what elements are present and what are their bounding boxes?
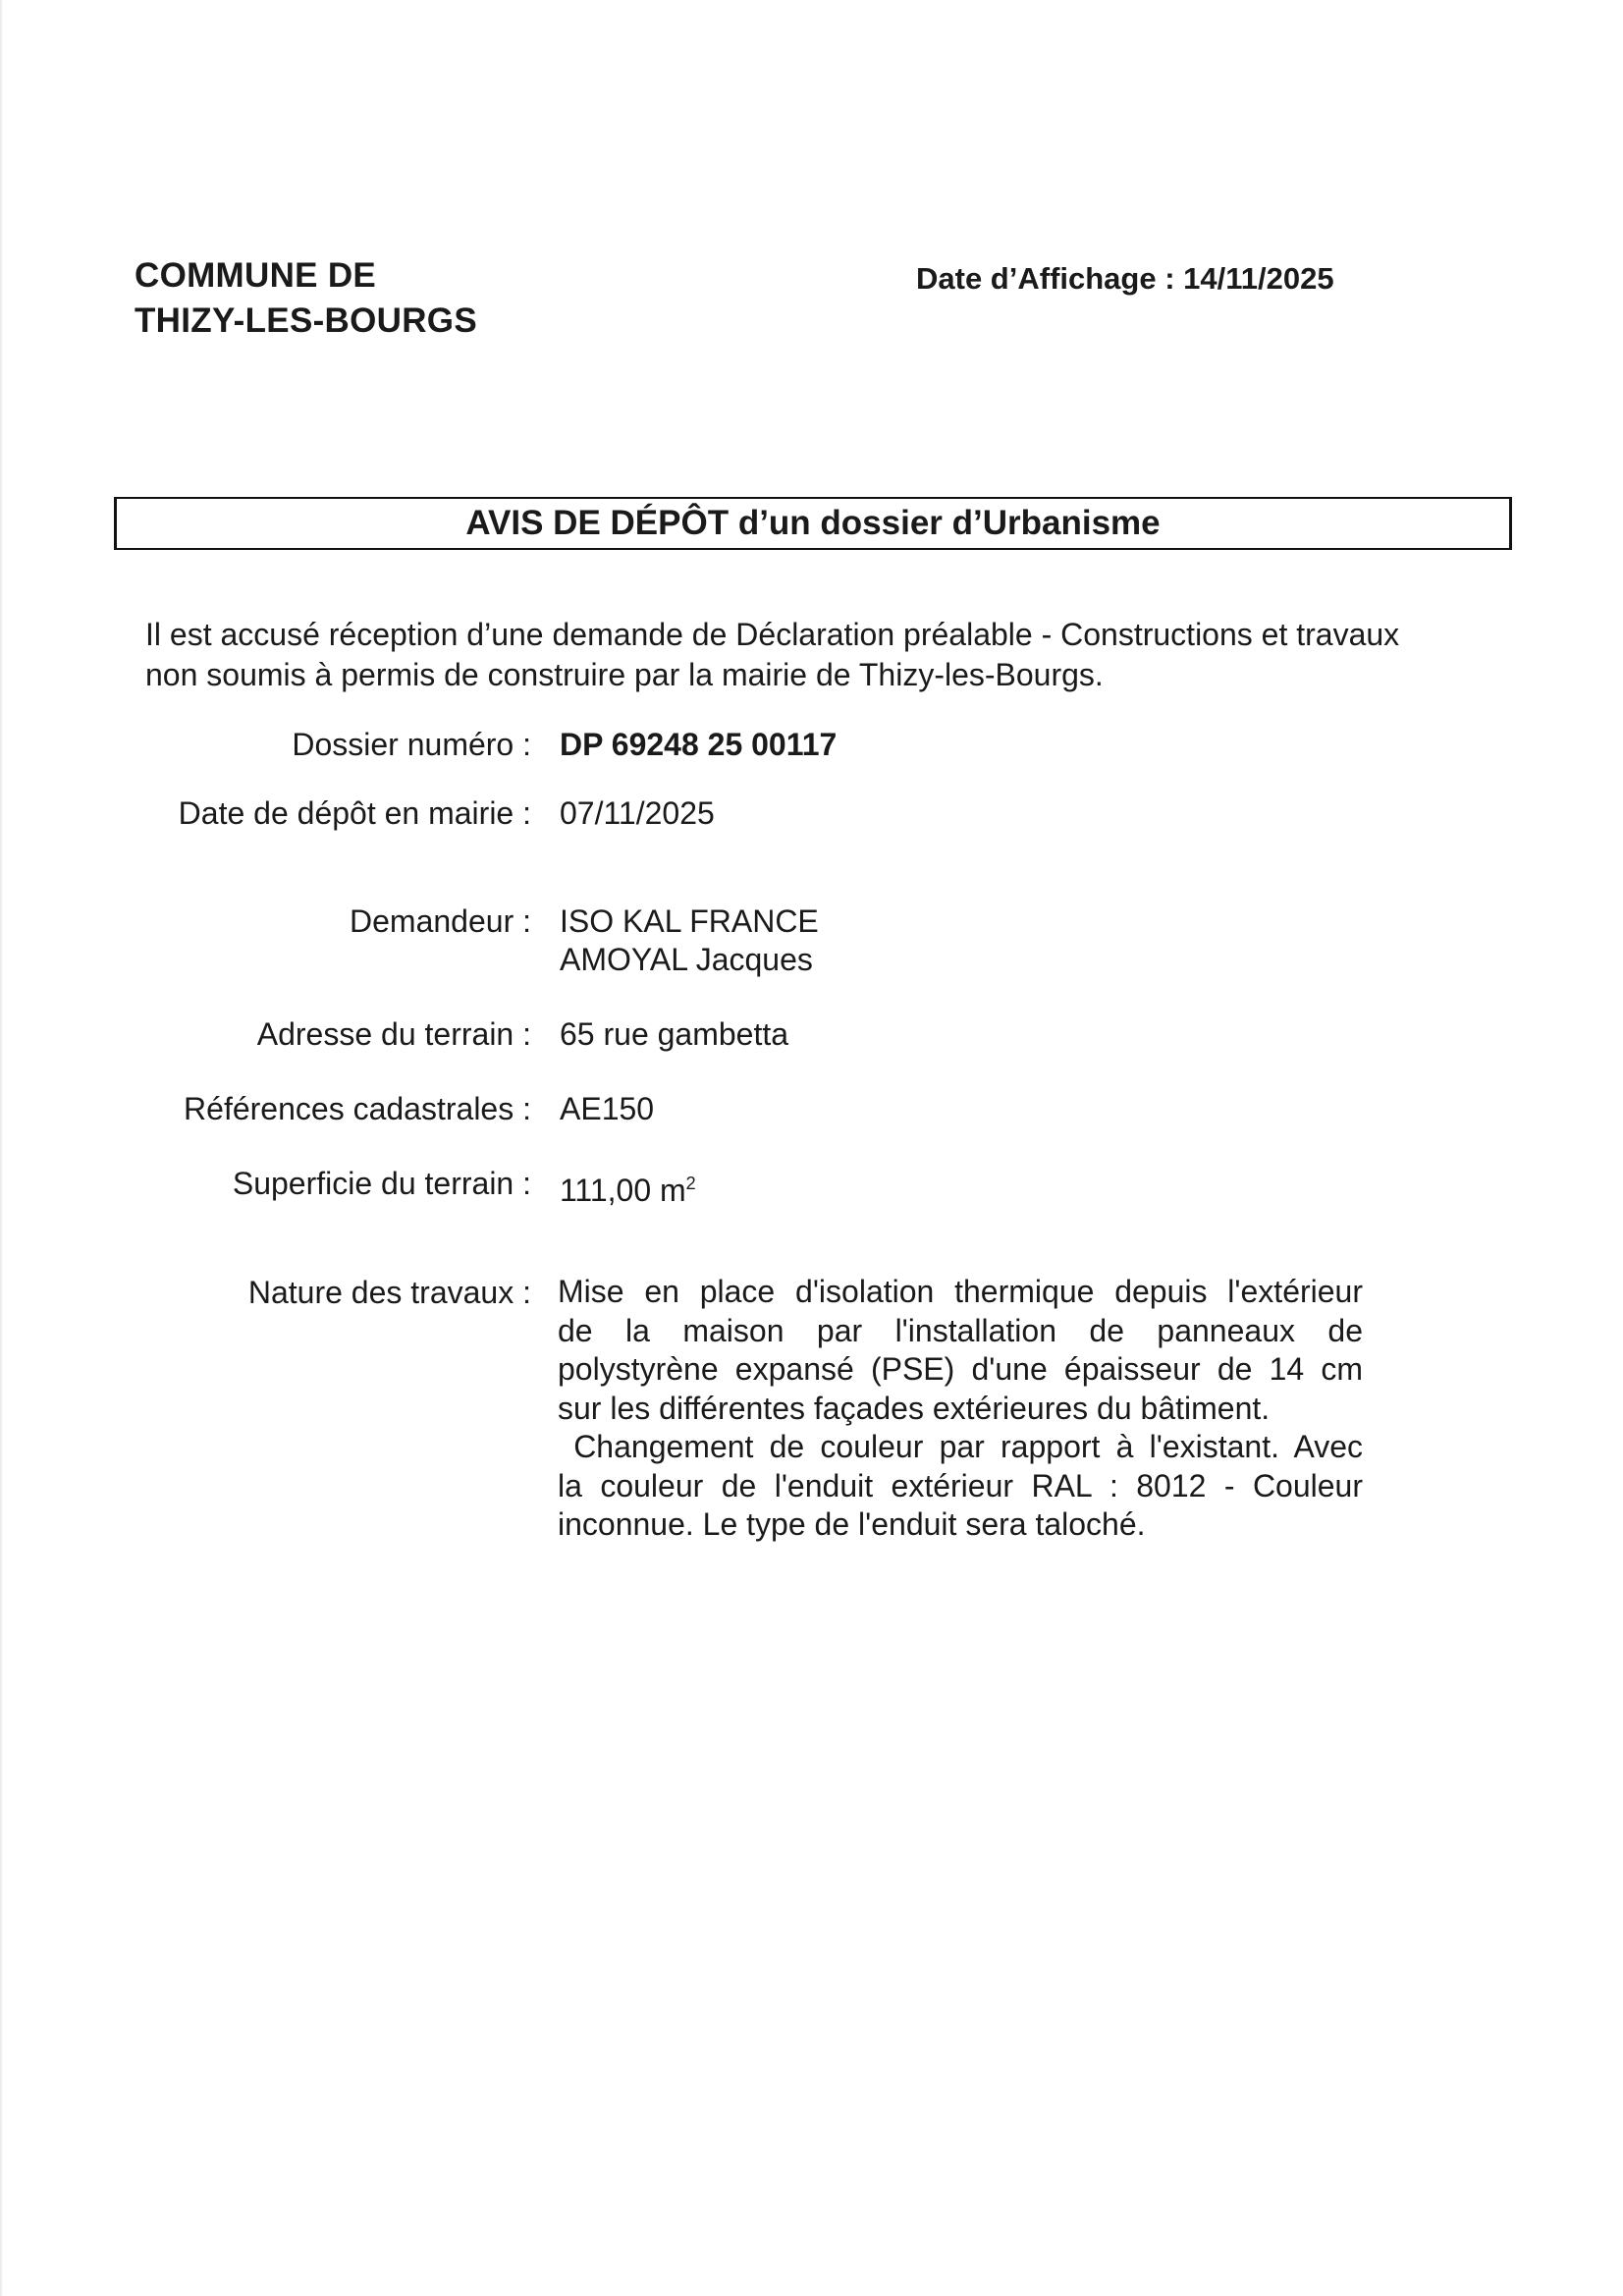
superficie-number: 111,00 m [560,1173,686,1208]
dossier-value: DP 69248 25 00117 [560,727,838,762]
demandeur-value-1: ISO KAL FRANCE [560,903,819,939]
demandeur-value-2: AMOYAL Jacques [560,942,813,977]
intro-line-2: non soumis à permis de construire par la mairie de Thizy-les-Bourgs. [145,657,1104,692]
document-title: AVIS DE DÉPÔT d’un dossier d’Urbanisme [465,504,1161,542]
date-depot-value: 07/11/2025 [560,795,715,831]
title-box [114,497,1512,550]
nature-label: Nature des travaux : [247,1275,531,1310]
superficie-value [560,1164,696,1210]
date-depot-label: Date de dépôt en mairie : [178,795,531,831]
nature-line: inconnue. Le type de l'enduit sera taloché. [558,1506,1146,1542]
nature-line: Changement de couleur par rapport à l'existant. Avec [558,1429,1363,1464]
superficie-unit-exponent: 2 [685,1174,696,1193]
cadastre-value: AE150 [560,1091,655,1126]
scan-edge [0,0,3,2296]
dossier-label: Dossier numéro : [292,727,531,762]
nature-line: de la maison par l'installation de panneaux de [558,1312,1363,1348]
intro-paragraph [145,615,1500,695]
superficie-label: Superficie du terrain : [232,1166,531,1201]
demandeur-label: Demandeur : [350,903,531,939]
commune-line-1: COMMUNE DE [135,256,377,295]
date-affichage: Date d’Affichage : 14/11/2025 [916,261,1334,296]
cadastre-label: Références cadastrales : [184,1091,531,1126]
nature-line: polystyrène expansé (PSE) d'une épaisseur de 14 cm [558,1351,1363,1387]
adresse-label: Adresse du terrain : [256,1016,531,1052]
intro-line-1: Il est accusé réception d’une demande de Déclaration préalable - Constructions et travaux [145,617,1400,652]
nature-line: sur les différentes façades extérieures du bâtiment. [558,1390,1271,1426]
adresse-value: 65 rue gambetta [560,1016,789,1052]
nature-line: la couleur de l'enduit extérieur RAL : 8012 - Couleur [558,1467,1363,1503]
nature-value [558,1273,1363,1545]
commune-name [135,253,477,344]
commune-line-2: THIZY-LES-BOURGS [135,301,477,340]
nature-line: Mise en place d'isolation thermique depuis l'extérieur [558,1274,1363,1309]
